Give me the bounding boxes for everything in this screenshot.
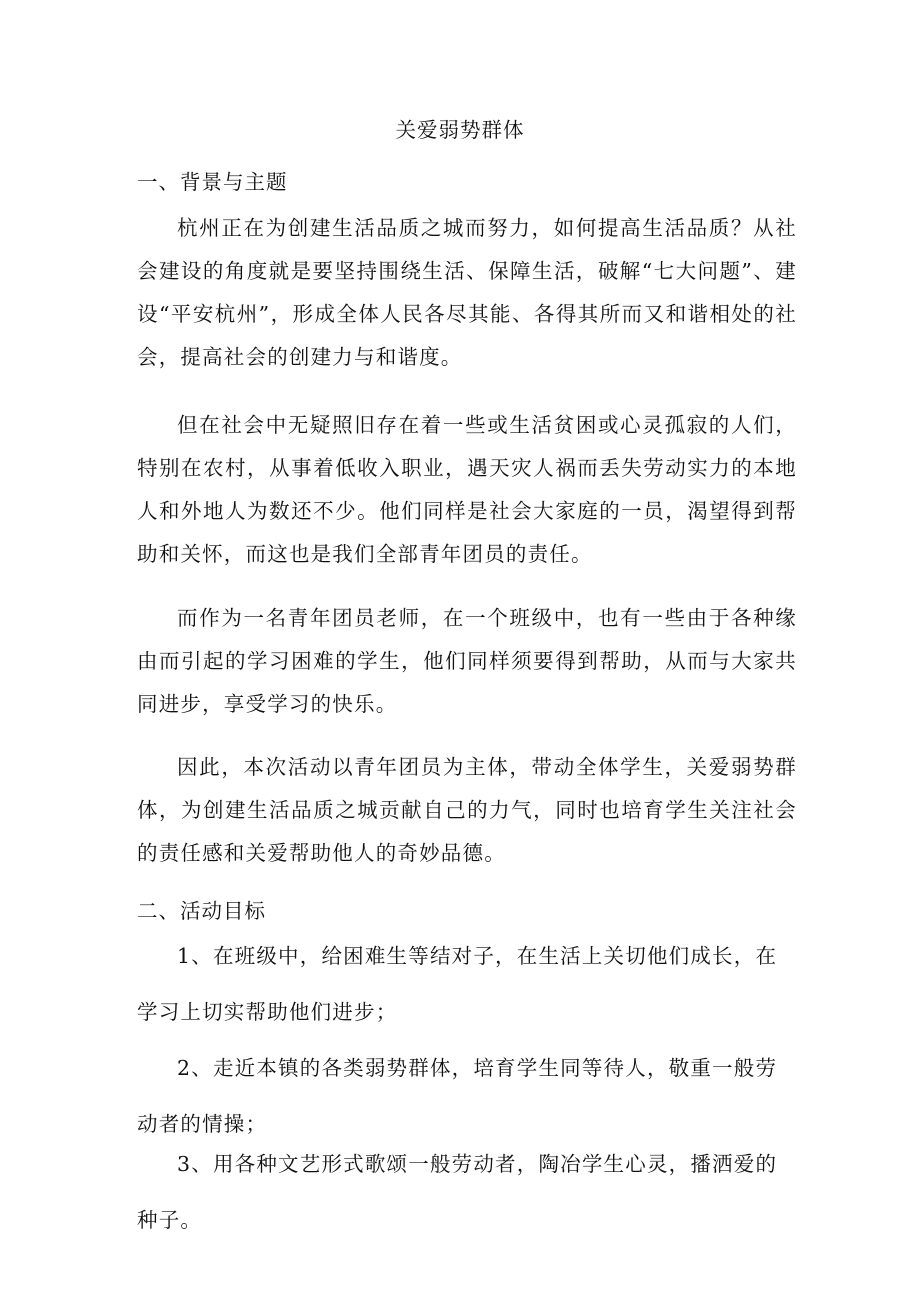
goal-item-3: 3、用各种文艺形式歌颂一般劳动者，陶冶学生心灵，播洒爱的种子。 xyxy=(137,1152,778,1232)
document-title: 关爱弱势群体 xyxy=(395,118,525,142)
goal-item-1: 1、在班级中，给困难生等结对子，在生活上关切他们成长，在学习上切实帮助他们进步； xyxy=(137,944,778,1024)
paragraph-background-3: 而作为一名青年团员老师，在一个班级中，也有一些由于各种缘由而引起的学习困难的学生，他们同样须要得到帮助，从而与大家共同进步，享受学习的快乐。 xyxy=(137,606,797,716)
goal-item-2: 2、走近本镇的各类弱势群体，培育学生同等待人，敬重一般劳动者的情操； xyxy=(137,1056,778,1136)
paragraph-background-2: 但在社会中无疑照旧存在着一些或生活贫困或心灵孤寂的人们，特别在农村，从事着低收入职业，遇天灾人祸而丢失劳动实力的本地人和外地人为数还不少。他们同样是社会大家庭的一员，渴望得到帮助和关怀，而这也是我们全部青年团员的责任。 xyxy=(137,413,797,566)
section-heading-background: 一、背景与主题 xyxy=(137,170,288,194)
paragraph-background-1: 杭州正在为创建生活品质之城而努力，如何提高生活品质？从社会建设的角度就是要坚持围绕生活、保障生活，破解“七大问题”、建设“平安杭州”，形成全体人民各尽其能、各得其所而又和谐相处的社会，提高社会的创建力与和谐度。 xyxy=(137,216,797,369)
section-heading-goals: 二、活动目标 xyxy=(137,899,266,923)
paragraph-background-4: 因此，本次活动以青年团员为主体，带动全体学生，关爱弱势群体，为创建生活品质之城贡献自己的力气，同时也培育学生关注社会的责任感和关爱帮助他人的奇妙品德。 xyxy=(137,755,797,865)
